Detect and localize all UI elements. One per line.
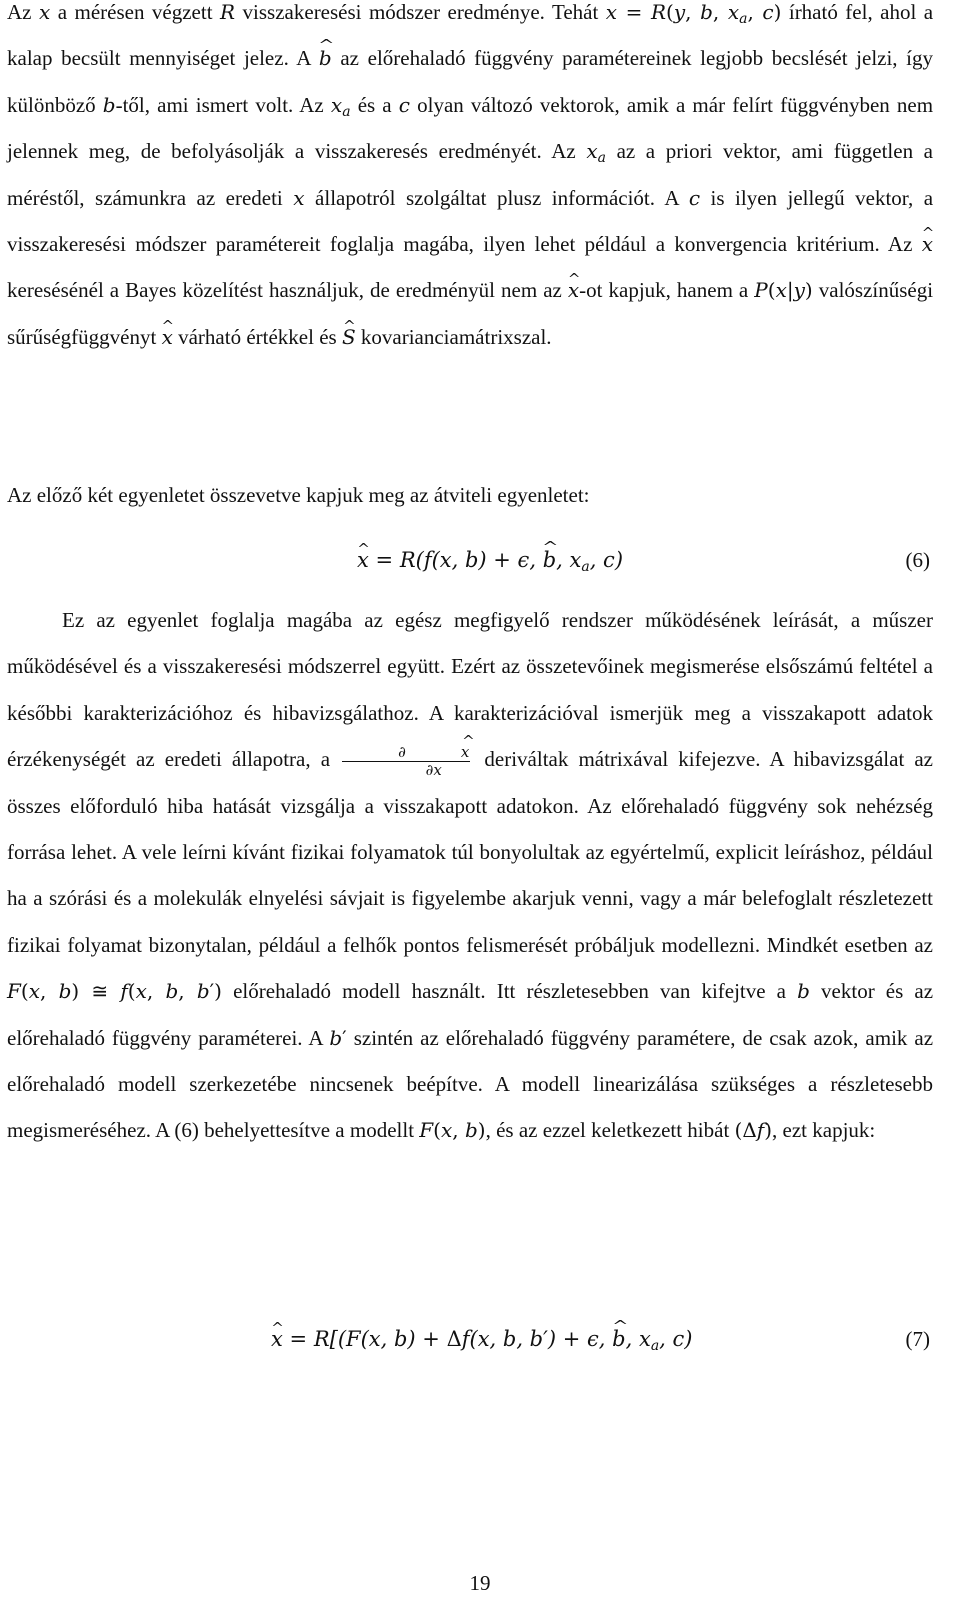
equation-6 [0, 537, 960, 583]
page-number: 19 [469, 1571, 491, 1595]
paragraph-retrieval-definition: Az x ^ a mérésen végzett R visszakeresési módszer eredménye. Tehát x ^ = R(y, b ^, $x_a$, c) írható fel, ahol a kalap becsült mennyiséget jelez. A b ^ az előrehaladó függvény paramétereinek legjobb becslését jelzi, így különböző b-től, ami ismert volt. Az $x_a$ és a c olyan változó vektorok, amik a már felírt függvényben nem jelennek meg, de befolyásolják a visszakeresés eredményét. Az $x_a$ az a priori vektor, ami független a méréstől, számunkra az eredeti x állapotról szolgáltat plusz információt. A c is ilyen jellegű vektor, a visszakeresési módszer paramétereit foglalja magába, ilyen lehet például a konvergencia kritérium. Az x ^ keresésénél a Bayes közelítést használjuk, de eredményül nem az x ^-ot kapjuk, hanem a P(x|y) valószínűségi sűrűségfüggvényt x ^ várható értékkel és S ^ kovarianciamátrixszal. [7, 0, 933, 360]
equation-7 [0, 1316, 960, 1362]
equation-6-formula: x ^ = R(f(x, b) + ϵ, b ^, $x_a$, c) [357, 537, 623, 583]
paragraph-transfer-intro: Az előző két egyenletet összevetve kapjuk meg az átviteli egyenletet: [7, 483, 590, 507]
paragraph-forward-model: Ez az egyenlet foglalja magába az egész megfigyelő rendszer működésének leírását, a műszer működésével és a visszakeresési módszerrel együtt. Ezért az összetevőinek megismerése elsőszámú feltétel a későbbi karakterizációhoz és hibavizsgálathoz. A karakterizációval ismerjük meg a visszakapott adatok érzékenységét az eredeti állapotra, a $\frac{\partial x \^{}}{\partial x}$ deriváltak mátrixával kifejezve. A hibavizsgálat az összes előforduló hiba hatását vizsgálja a visszakapott adatokon. Az előrehaladó függvény sok nehézség forrása lehet. A vele leírni kívánt fizikai folyamatok túl bonyolultak az egyértelmű, explicit leíráshoz, például ha a szórási és a molekulák elnyelési sávjait is figyelembe akarjuk venni, vagy a már belefoglalt részletezett fizikai folyamat bizonytalan, például a felhők pontos felismerését próbáljuk modellezni. Mindkét esetben az F(x, b) ≅ f(x, b, b′) előrehaladó modell használt. Itt részletesebben van kifejtve a b vektor és az előrehaladó függvény paraméterei. A b′ szintén az előrehaladó függvény paramétere, de csak azok, amik az előrehaladó modell szerkezetébe nincsenek beépítve. A modell linearizálása szükséges a részletesebb megismeréséhez. A (6) behelyettesítve a modellt F(x, b), és az ezzel keletkezett hibát (Δf), ezt kapjuk: [7, 597, 933, 1154]
partial-derivative-fraction: $\frac{\partial x \^{}}{\partial x}$ [342, 744, 470, 779]
equation-7-formula: x ^ = R[(F(x, b) + Δf(x, b, b′) + ϵ, b ^, $x_a$, c) [271, 1316, 692, 1362]
equation-7-number: (7) [905, 1327, 930, 1351]
equation-6-number: (6) [905, 548, 930, 572]
